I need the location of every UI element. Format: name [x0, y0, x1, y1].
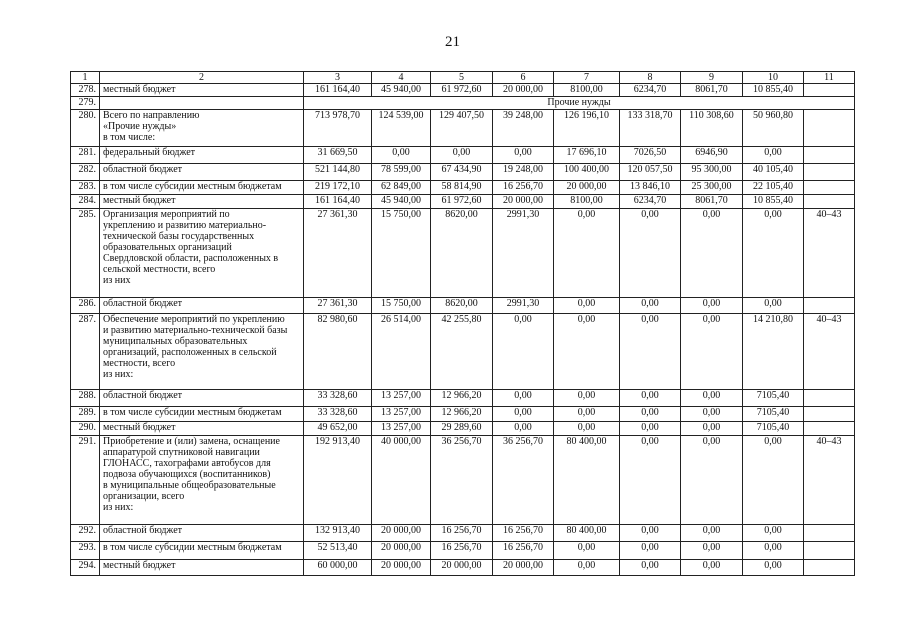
value-col-4: 0,00 — [372, 147, 431, 164]
row-name: Организация мероприятий по укреплению и развитию материально- технической базы государственных образовательных организаций Свердловской области, расположенных в сельской местности, всего из них — [100, 209, 304, 298]
value-col-9: 0,00 — [681, 422, 743, 436]
table-row — [71, 97, 855, 110]
table-row — [71, 390, 855, 407]
value-col-9: 95 300,00 — [681, 164, 743, 181]
value-col-3: 161 164,40 — [304, 84, 372, 97]
row-number: 284. — [71, 195, 100, 209]
row-name: областной бюджет — [100, 164, 304, 181]
target-indicator-ref — [804, 181, 855, 195]
value-col-10: 0,00 — [743, 560, 804, 576]
value-col-3: 33 328,60 — [304, 407, 372, 422]
value-col-5: 8620,00 — [431, 298, 493, 314]
value-col-4: 26 514,00 — [372, 314, 431, 390]
value-col-4: 13 257,00 — [372, 422, 431, 436]
table-row — [71, 314, 855, 390]
value-col-5: 8620,00 — [431, 209, 493, 298]
value-col-5: 20 000,00 — [431, 560, 493, 576]
value-col-6: 0,00 — [493, 314, 554, 390]
value-col-10: 22 105,40 — [743, 181, 804, 195]
value-col-3: 60 000,00 — [304, 560, 372, 576]
value-col-8: 120 057,50 — [620, 164, 681, 181]
value-col-10: 7105,40 — [743, 407, 804, 422]
value-col-6: 0,00 — [493, 147, 554, 164]
value-col-6: 16 256,70 — [493, 181, 554, 195]
value-col-8: 0,00 — [620, 560, 681, 576]
table-row — [71, 181, 855, 195]
row-name — [100, 97, 304, 110]
row-name: областной бюджет — [100, 298, 304, 314]
value-col-9: 0,00 — [681, 542, 743, 560]
target-indicator-ref — [804, 542, 855, 560]
row-name: Приобретение и (или) замена, оснащение аппаратурой спутниковой навигации ГЛОНАСС, тахографами автобусов для подвоза обучающихся (воспитанников) в муниципальные общеобразовательные организации, всего из них: — [100, 436, 304, 525]
value-col-4: 124 539,00 — [372, 110, 431, 147]
value-col-6: 19 248,00 — [493, 164, 554, 181]
value-col-10: 0,00 — [743, 436, 804, 525]
row-name: областной бюджет — [100, 525, 304, 542]
value-col-8: 133 318,70 — [620, 110, 681, 147]
value-col-5: 61 972,60 — [431, 195, 493, 209]
value-col-10: 7105,40 — [743, 390, 804, 407]
value-col-7: 20 000,00 — [554, 181, 620, 195]
value-col-9: 8061,70 — [681, 195, 743, 209]
value-col-3: 27 361,30 — [304, 209, 372, 298]
value-col-9: 0,00 — [681, 525, 743, 542]
value-col-8: 0,00 — [620, 209, 681, 298]
value-col-8: 0,00 — [620, 407, 681, 422]
value-col-4: 20 000,00 — [372, 525, 431, 542]
value-col-3: 192 913,40 — [304, 436, 372, 525]
value-col-5: 16 256,70 — [431, 542, 493, 560]
column-header-1: 1 — [71, 72, 100, 84]
column-header-7: 7 — [554, 72, 620, 84]
row-number: 293. — [71, 542, 100, 560]
value-col-10: 0,00 — [743, 542, 804, 560]
value-col-7: 80 400,00 — [554, 436, 620, 525]
target-indicator-ref: 40–43 — [804, 209, 855, 298]
value-col-3: 52 513,40 — [304, 542, 372, 560]
target-indicator-ref: 40–43 — [804, 314, 855, 390]
value-col-10: 10 855,40 — [743, 84, 804, 97]
row-name: областной бюджет — [100, 390, 304, 407]
table-row — [71, 525, 855, 542]
value-col-9: 110 308,60 — [681, 110, 743, 147]
value-col-5: 29 289,60 — [431, 422, 493, 436]
value-col-5: 58 814,90 — [431, 181, 493, 195]
row-number: 286. — [71, 298, 100, 314]
column-header-9: 9 — [681, 72, 743, 84]
table-row — [71, 84, 855, 97]
row-name: федеральный бюджет — [100, 147, 304, 164]
row-number: 282. — [71, 164, 100, 181]
value-col-9: 0,00 — [681, 298, 743, 314]
value-col-3: 49 652,00 — [304, 422, 372, 436]
row-number: 280. — [71, 110, 100, 147]
value-col-4: 45 940,00 — [372, 84, 431, 97]
row-number: 294. — [71, 560, 100, 576]
value-col-10: 0,00 — [743, 147, 804, 164]
value-col-7: 0,00 — [554, 542, 620, 560]
row-number: 292. — [71, 525, 100, 542]
target-indicator-ref — [804, 84, 855, 97]
value-col-9: 0,00 — [681, 209, 743, 298]
value-col-5: 42 255,80 — [431, 314, 493, 390]
value-col-7: 100 400,00 — [554, 164, 620, 181]
value-col-7: 8100,00 — [554, 84, 620, 97]
target-indicator-ref — [804, 390, 855, 407]
target-indicator-ref — [804, 560, 855, 576]
value-col-7: 0,00 — [554, 422, 620, 436]
value-col-8: 0,00 — [620, 298, 681, 314]
value-col-7: 0,00 — [554, 560, 620, 576]
row-number: 288. — [71, 390, 100, 407]
value-col-8: 6234,70 — [620, 195, 681, 209]
column-header-2: 2 — [100, 72, 304, 84]
table-row — [71, 164, 855, 181]
row-name: Всего по направлению «Прочие нужды» в том числе: — [100, 110, 304, 147]
row-number: 289. — [71, 407, 100, 422]
table-row — [71, 436, 855, 525]
value-col-9: 25 300,00 — [681, 181, 743, 195]
value-col-8: 6234,70 — [620, 84, 681, 97]
page-number: 21 — [445, 34, 460, 50]
value-col-7: 80 400,00 — [554, 525, 620, 542]
row-name: местный бюджет — [100, 84, 304, 97]
value-col-7: 17 696,10 — [554, 147, 620, 164]
value-col-4: 15 750,00 — [372, 209, 431, 298]
value-col-3: 219 172,10 — [304, 181, 372, 195]
row-number: 281. — [71, 147, 100, 164]
value-col-6: 36 256,70 — [493, 436, 554, 525]
value-col-7: 8100,00 — [554, 195, 620, 209]
value-col-3: 31 669,50 — [304, 147, 372, 164]
value-col-8: 0,00 — [620, 422, 681, 436]
value-col-10: 10 855,40 — [743, 195, 804, 209]
value-col-6: 0,00 — [493, 390, 554, 407]
value-col-6: 0,00 — [493, 407, 554, 422]
column-header-5: 5 — [431, 72, 493, 84]
table-row — [71, 560, 855, 576]
value-col-7: 0,00 — [554, 209, 620, 298]
target-indicator-ref — [804, 525, 855, 542]
value-col-4: 40 000,00 — [372, 436, 431, 525]
value-col-8: 0,00 — [620, 436, 681, 525]
value-col-4: 13 257,00 — [372, 407, 431, 422]
table-row — [71, 542, 855, 560]
value-col-5: 0,00 — [431, 147, 493, 164]
value-col-10: 14 210,80 — [743, 314, 804, 390]
value-col-6: 2991,30 — [493, 298, 554, 314]
value-col-6: 16 256,70 — [493, 525, 554, 542]
table-row — [71, 407, 855, 422]
table-row — [71, 110, 855, 147]
value-col-10: 7105,40 — [743, 422, 804, 436]
row-number: 283. — [71, 181, 100, 195]
value-col-5: 12 966,20 — [431, 407, 493, 422]
value-col-7: 0,00 — [554, 298, 620, 314]
table-row — [71, 195, 855, 209]
value-col-5: 36 256,70 — [431, 436, 493, 525]
column-header-11: 11 — [804, 72, 855, 84]
value-col-8: 13 846,10 — [620, 181, 681, 195]
value-col-5: 129 407,50 — [431, 110, 493, 147]
value-col-8: 0,00 — [620, 390, 681, 407]
row-name: местный бюджет — [100, 560, 304, 576]
row-name: Обеспечение мероприятий по укреплению и развитию материально-технической базы муниципальных образовательных организаций, расположенных в сельской местности, всего из них: — [100, 314, 304, 390]
value-col-8: 0,00 — [620, 542, 681, 560]
value-col-6: 39 248,00 — [493, 110, 554, 147]
target-indicator-ref — [804, 195, 855, 209]
row-name: в том числе субсидии местным бюджетам — [100, 407, 304, 422]
value-col-6: 16 256,70 — [493, 542, 554, 560]
row-name: местный бюджет — [100, 422, 304, 436]
value-col-9: 8061,70 — [681, 84, 743, 97]
target-indicator-ref — [804, 298, 855, 314]
value-col-5: 61 972,60 — [431, 84, 493, 97]
value-col-4: 20 000,00 — [372, 560, 431, 576]
row-number: 287. — [71, 314, 100, 390]
row-name: местный бюджет — [100, 195, 304, 209]
column-header-8: 8 — [620, 72, 681, 84]
column-header-4: 4 — [372, 72, 431, 84]
value-col-8: 0,00 — [620, 314, 681, 390]
value-col-9: 0,00 — [681, 314, 743, 390]
row-number: 291. — [71, 436, 100, 525]
value-col-8: 0,00 — [620, 525, 681, 542]
value-col-9: 6946,90 — [681, 147, 743, 164]
value-col-10: 0,00 — [743, 298, 804, 314]
row-number: 279. — [71, 97, 100, 110]
target-indicator-ref — [804, 422, 855, 436]
value-col-9: 0,00 — [681, 407, 743, 422]
column-header-3: 3 — [304, 72, 372, 84]
row-name: в том числе субсидии местным бюджетам — [100, 181, 304, 195]
value-col-7: 0,00 — [554, 407, 620, 422]
value-col-4: 20 000,00 — [372, 542, 431, 560]
value-col-5: 12 966,20 — [431, 390, 493, 407]
value-col-4: 62 849,00 — [372, 181, 431, 195]
target-indicator-ref: 40–43 — [804, 436, 855, 525]
table-row — [71, 209, 855, 298]
header-row — [71, 72, 855, 84]
value-col-4: 78 599,00 — [372, 164, 431, 181]
row-number: 290. — [71, 422, 100, 436]
table-row — [71, 422, 855, 436]
row-number: 285. — [71, 209, 100, 298]
value-col-3: 33 328,60 — [304, 390, 372, 407]
value-col-4: 13 257,00 — [372, 390, 431, 407]
budget-table — [70, 71, 855, 576]
target-indicator-ref — [804, 407, 855, 422]
value-col-8: 7026,50 — [620, 147, 681, 164]
value-col-4: 15 750,00 — [372, 298, 431, 314]
column-header-6: 6 — [493, 72, 554, 84]
value-col-10: 0,00 — [743, 525, 804, 542]
value-col-3: 161 164,40 — [304, 195, 372, 209]
value-col-4: 45 940,00 — [372, 195, 431, 209]
value-col-7: 0,00 — [554, 314, 620, 390]
value-col-5: 67 434,90 — [431, 164, 493, 181]
target-indicator-ref — [804, 164, 855, 181]
value-col-9: 0,00 — [681, 560, 743, 576]
value-col-6: 20 000,00 — [493, 195, 554, 209]
value-col-10: 0,00 — [743, 209, 804, 298]
value-col-10: 50 960,80 — [743, 110, 804, 147]
column-header-10: 10 — [743, 72, 804, 84]
value-col-7: 0,00 — [554, 390, 620, 407]
row-number: 278. — [71, 84, 100, 97]
row-name: в том числе субсидии местным бюджетам — [100, 542, 304, 560]
value-col-7: 126 196,10 — [554, 110, 620, 147]
table-row — [71, 147, 855, 164]
table-row — [71, 298, 855, 314]
value-col-3: 82 980,60 — [304, 314, 372, 390]
value-col-6: 20 000,00 — [493, 560, 554, 576]
value-col-3: 713 978,70 — [304, 110, 372, 147]
value-col-9: 0,00 — [681, 390, 743, 407]
value-col-9: 0,00 — [681, 436, 743, 525]
value-col-6: 2991,30 — [493, 209, 554, 298]
section-title: Прочие нужды — [304, 97, 855, 110]
value-col-6: 20 000,00 — [493, 84, 554, 97]
value-col-10: 40 105,40 — [743, 164, 804, 181]
value-col-3: 521 144,80 — [304, 164, 372, 181]
target-indicator-ref — [804, 110, 855, 147]
value-col-3: 132 913,40 — [304, 525, 372, 542]
value-col-5: 16 256,70 — [431, 525, 493, 542]
target-indicator-ref — [804, 147, 855, 164]
value-col-6: 0,00 — [493, 422, 554, 436]
value-col-3: 27 361,30 — [304, 298, 372, 314]
